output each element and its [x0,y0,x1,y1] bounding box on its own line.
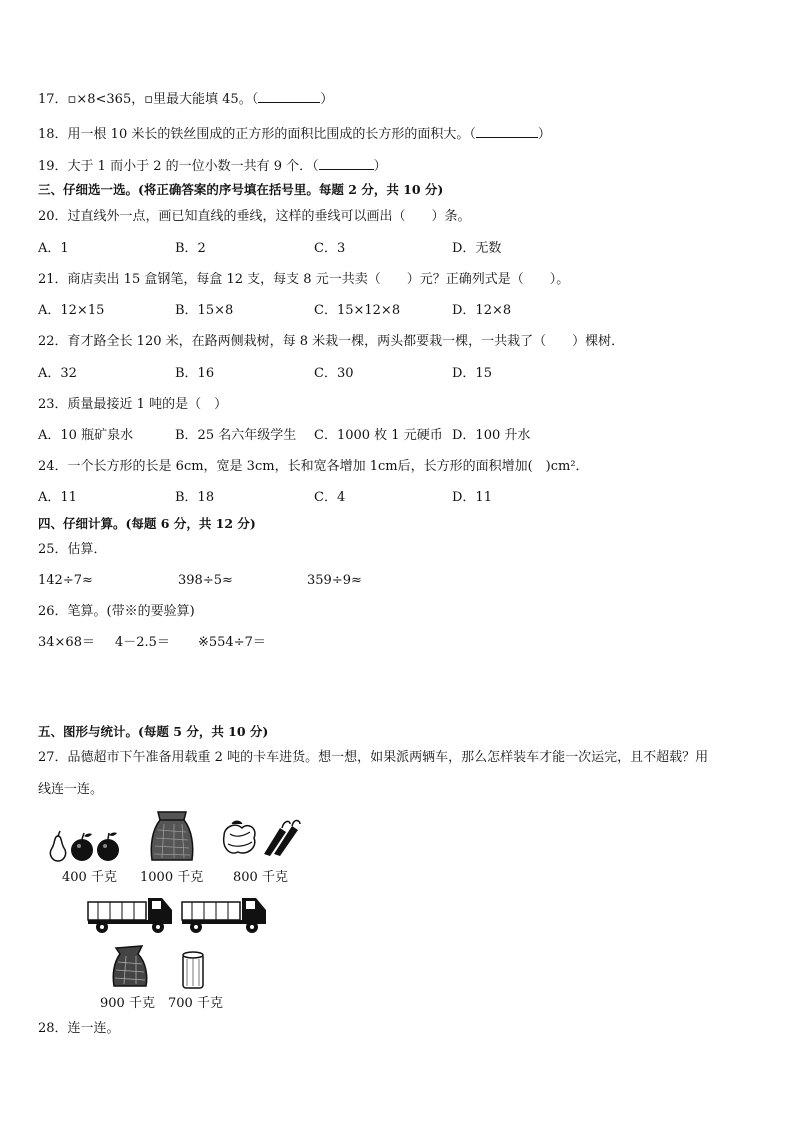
q23-option-c[interactable]: C．1000 枚 1 元硬币 [314,428,443,443]
goods-label-bag: 900 千克 [100,996,155,1011]
vegetable-icon [220,818,302,858]
goods-label-fruit: 400 千克 [62,870,117,885]
q20-option-a[interactable]: A．1 [38,241,69,256]
question-26: 26．笔算。(带※的要验算) [38,604,195,619]
q24-option-a[interactable]: A．11 [38,490,77,505]
question-24: 24．一个长方形的长是 6cm，宽是 3cm，长和宽各增加 1cm后，长方形的面积增加( )cm²． [38,459,589,474]
q22-option-a[interactable]: A．32 [38,366,77,381]
truck-icon [86,892,176,934]
q20-option-c[interactable]: C．3 [314,241,346,256]
question-17 [38,90,333,108]
q20-option-d[interactable]: D．无数 [452,241,502,256]
question-17-text: 17．▫×8<365，▫里最大能填 45。（ [38,92,259,107]
q25-item-1: 142÷7≈ [38,573,93,588]
q24-option-d[interactable]: D．11 [452,490,492,505]
sack-icon [148,810,196,862]
question-21: 21．商店卖出 15 盒钢笔，每盒 12 支，每支 8 元一共卖（ ）元？正确列式是（ ）。 [38,272,570,287]
question-25: 25．估算． [38,542,107,557]
answer-blank-17[interactable] [258,90,320,103]
q25-item-3: 359÷9≈ [307,573,362,588]
question-27-line-2: 线连一连。 [38,782,104,797]
q22-option-d[interactable]: D．15 [452,366,492,381]
question-22: 22．育才路全长 120 米，在路两侧栽树，每 8 米栽一棵，两头都要栽一棵，一共栽了（ ）棵树． [38,334,625,349]
question-19 [38,157,387,175]
q25-item-2: 398÷5≈ [178,573,233,588]
q23-option-d[interactable]: D．100 升水 [452,428,531,443]
question-19-close: ） [373,159,387,174]
q26-item-3: ※554÷7＝ [198,635,266,650]
q21-option-c[interactable]: C．15×12×8 [314,303,401,318]
question-20: 20．过直线外一点，画已知直线的垂线，这样的垂线可以画出（ ）条。 [38,209,471,224]
fruit-icon [46,830,126,862]
q21-option-a[interactable]: A．12×15 [38,303,105,318]
answer-blank-19[interactable] [319,157,374,170]
question-27-line-1: 27．品德超市下午准备用载重 2 吨的卡车进货。想一想，如果派两辆车，那么怎样装车才能一次运完，且不超载？用 [38,750,709,765]
q26-item-2: 4－2.5＝ [115,635,170,650]
question-18 [38,125,551,143]
answer-blank-18[interactable] [476,125,538,138]
goods-label-barrel: 700 千克 [168,996,223,1011]
bag-icon [108,944,152,988]
q22-option-b[interactable]: B．16 [175,366,215,381]
q26-item-1: 34×68＝ [38,635,95,650]
truck-icon [180,892,270,934]
question-19-text: 19．大于 1 而小于 2 的一位小数一共有 9 个．（ [38,159,319,174]
section-4-heading: 四、仔细计算。(每题 6 分，共 12 分) [38,516,256,531]
q21-option-b[interactable]: B．15×8 [175,303,234,318]
question-17-close: ） [320,92,334,107]
section-5-heading: 五、图形与统计。(每题 5 分，共 10 分) [38,724,269,739]
q20-option-b[interactable]: B．2 [175,241,206,256]
question-18-text: 18．用一根 10 米长的铁丝围成的正方形的面积比围成的长方形的面积大。（ [38,127,476,142]
q22-option-c[interactable]: C．30 [314,366,354,381]
q23-option-a[interactable]: A．10 瓶矿泉水 [38,428,134,443]
q23-option-b[interactable]: B．25 名六年级学生 [175,428,297,443]
question-23: 23．质量最接近 1 吨的是（ ） [38,397,228,412]
q24-option-c[interactable]: C．4 [314,490,346,505]
section-3-heading: 三、仔细选一选。(将正确答案的序号填在括号里。每题 2 分，共 10 分) [38,182,444,197]
question-28: 28．连一连。 [38,1021,120,1036]
barrel-icon [180,950,206,990]
q24-option-b[interactable]: B．18 [175,490,215,505]
question-18-close: ） [537,127,551,142]
q21-option-d[interactable]: D．12×8 [452,303,512,318]
goods-label-sack: 1000 千克 [140,870,204,885]
goods-label-vegetable: 800 千克 [233,870,288,885]
